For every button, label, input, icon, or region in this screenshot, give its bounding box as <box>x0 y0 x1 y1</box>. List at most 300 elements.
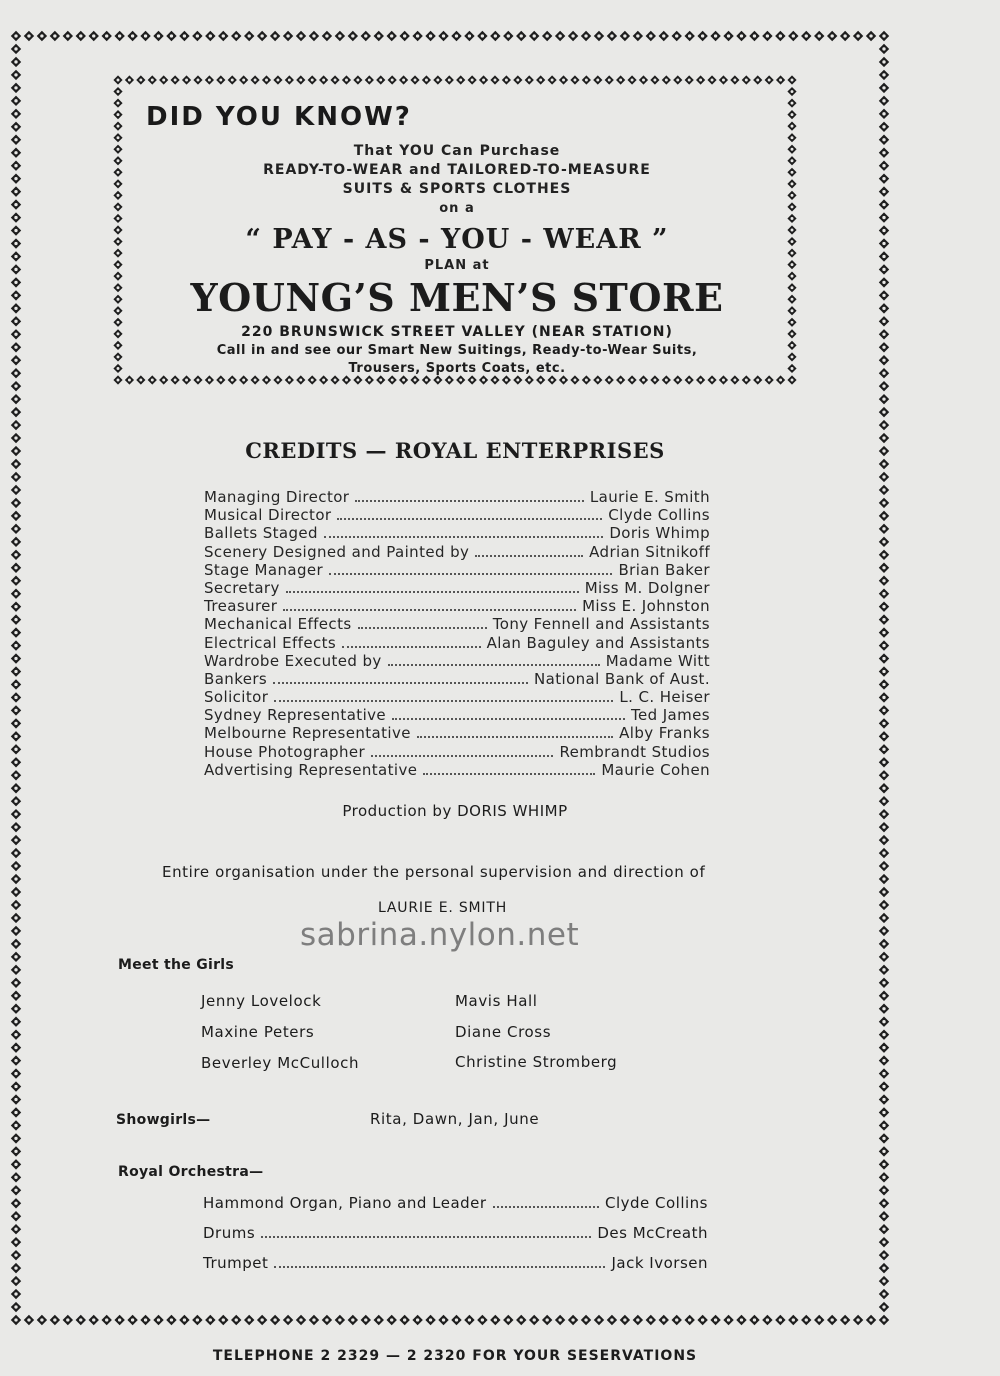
border-diamond-center <box>805 1318 808 1321</box>
credit-name: L. C. Heiser <box>619 688 710 707</box>
border-diamond-center <box>364 34 367 37</box>
border-diamond-center <box>597 34 600 37</box>
border-diamond-center <box>273 34 276 37</box>
credit-role: Treasurer <box>204 597 278 616</box>
border-diamond-center <box>14 942 17 945</box>
border-diamond-center <box>117 79 120 82</box>
border-diamond-center <box>14 579 17 582</box>
border-diamond-center <box>791 79 794 82</box>
border-diamond-center <box>779 1318 782 1321</box>
border-diamond-center <box>649 1318 652 1321</box>
border-diamond-center <box>546 34 549 37</box>
dot-leader <box>273 682 528 684</box>
ad-address: 220 BRUNSWICK STREET VALLEY (NEAR STATION) <box>241 324 673 340</box>
border-diamond-center <box>711 79 714 82</box>
border-diamond-center <box>231 79 234 82</box>
border-diamond-center <box>40 34 43 37</box>
credit-row <box>204 615 710 633</box>
ad-headline: DID YOU KNOW? <box>146 102 412 132</box>
border-diamond-center <box>869 34 872 37</box>
border-diamond-center <box>14 1189 17 1192</box>
girls-label: Meet the Girls <box>118 957 235 973</box>
border-diamond-center <box>14 903 17 906</box>
border-diamond-center <box>14 242 17 245</box>
border-diamond-center <box>882 955 885 958</box>
girl-name: Diane Cross <box>455 1023 552 1041</box>
border-diamond-center <box>882 346 885 349</box>
border-diamond-center <box>196 1318 199 1321</box>
credit-row <box>204 761 710 779</box>
border-diamond-center <box>882 1215 885 1218</box>
credit-row <box>204 724 710 742</box>
border-diamond-center <box>714 34 717 37</box>
border-diamond-center <box>14 709 17 712</box>
border-diamond-center <box>286 34 289 37</box>
border-diamond-center <box>14 307 17 310</box>
border-diamond-center <box>610 1318 613 1321</box>
border-diamond-center <box>459 79 462 82</box>
border-diamond-center <box>471 79 474 82</box>
border-diamond-center <box>14 1124 17 1127</box>
border-diamond-center <box>768 79 771 82</box>
girl-name: Beverley McCulloch <box>201 1054 360 1072</box>
border-diamond-center <box>688 79 691 82</box>
border-diamond-center <box>882 838 885 841</box>
border-diamond-center <box>507 34 510 37</box>
border-diamond-center <box>14 683 17 686</box>
border-diamond-center <box>818 34 821 37</box>
border-diamond-center <box>596 79 599 82</box>
border-diamond-center <box>118 34 121 37</box>
border-diamond-center <box>636 1318 639 1321</box>
border-diamond-center <box>14 1292 17 1295</box>
border-diamond-center <box>131 1318 134 1321</box>
border-diamond-center <box>14 592 17 595</box>
border-diamond-center <box>882 903 885 906</box>
border-diamond-center <box>792 34 795 37</box>
border-diamond-center <box>882 916 885 919</box>
border-diamond-center <box>882 787 885 790</box>
border-diamond-center <box>390 34 393 37</box>
girl-name: Mavis Hall <box>455 992 538 1010</box>
border-diamond-center <box>208 79 211 82</box>
border-diamond-center <box>688 1318 691 1321</box>
border-diamond-center <box>482 79 485 82</box>
border-diamond-center <box>14 216 17 219</box>
credit-name: Miss M. Dolgner <box>584 578 710 597</box>
border-diamond-center <box>882 1137 885 1140</box>
border-diamond-center <box>14 203 17 206</box>
border-diamond-center <box>882 1292 885 1295</box>
border-diamond-center <box>571 1318 574 1321</box>
ad-line-5: PLAN at <box>424 258 490 273</box>
border-diamond-center <box>882 761 885 764</box>
border-diamond-center <box>882 320 885 323</box>
border-diamond-center <box>14 774 17 777</box>
border-diamond-center <box>299 1318 302 1321</box>
border-diamond-center <box>831 34 834 37</box>
credit-name: Des McCreath <box>597 1224 708 1242</box>
border-diamond-center <box>312 1318 315 1321</box>
border-diamond-center <box>882 540 885 543</box>
border-diamond-center <box>14 268 17 271</box>
border-diamond-center <box>882 1020 885 1023</box>
border-diamond-center <box>14 1253 17 1256</box>
border-diamond-center <box>299 79 302 82</box>
border-diamond-center <box>14 864 17 867</box>
border-diamond-center <box>481 1318 484 1321</box>
border-diamond-center <box>882 722 885 725</box>
border-diamond-center <box>882 410 885 413</box>
border-diamond-center <box>14 1305 17 1308</box>
border-diamond-center <box>14 86 17 89</box>
border-diamond-center <box>14 748 17 751</box>
credit-name: Ted James <box>630 706 710 725</box>
border-diamond-center <box>665 79 668 82</box>
border-diamond-center <box>40 1318 43 1321</box>
footer-telephone: TELEPHONE 2 2329 — 2 2320 FOR YOUR SESERVATIONS <box>212 1348 698 1364</box>
border-diamond-center <box>14 644 17 647</box>
border-diamond-center <box>571 34 574 37</box>
border-diamond-center <box>14 761 17 764</box>
border-diamond-center <box>14 553 17 556</box>
credit-role: Advertising Representative <box>204 760 418 779</box>
dot-leader <box>388 664 600 666</box>
border-diamond-center <box>14 1279 17 1282</box>
border-diamond-center <box>183 34 186 37</box>
border-diamond-center <box>222 1318 225 1321</box>
border-diamond-center <box>14 735 17 738</box>
credit-role: Secretary <box>204 578 280 597</box>
border-diamond-center <box>79 1318 82 1321</box>
border-diamond-center <box>558 1318 561 1321</box>
border-diamond-center <box>14 333 17 336</box>
border-diamond-center <box>14 501 17 504</box>
border-diamond-center <box>144 1318 147 1321</box>
border-diamond-center <box>882 1241 885 1244</box>
border-diamond-center <box>856 1318 859 1321</box>
dot-leader <box>286 591 579 593</box>
border-diamond-center <box>831 1318 834 1321</box>
border-diamond-center <box>494 34 497 37</box>
border-diamond-center <box>14 838 17 841</box>
credit-name: Madame Witt <box>605 651 710 670</box>
border-diamond-center <box>288 79 291 82</box>
border-diamond-center <box>345 79 348 82</box>
border-diamond-center <box>714 1318 717 1321</box>
border-diamond-center <box>14 696 17 699</box>
border-diamond-center <box>242 79 245 82</box>
credit-row <box>204 597 710 615</box>
dot-leader <box>392 718 625 720</box>
border-diamond-center <box>516 79 519 82</box>
credit-row <box>204 706 710 724</box>
credit-row <box>204 688 710 706</box>
ad-line-4: on a <box>439 201 475 216</box>
border-diamond-center <box>701 1318 704 1321</box>
border-diamond-center <box>619 79 622 82</box>
orchestra-list <box>203 1194 708 1284</box>
border-diamond-center <box>325 34 328 37</box>
border-diamond-center <box>311 79 314 82</box>
border-diamond-center <box>334 79 337 82</box>
border-diamond-center <box>631 79 634 82</box>
border-diamond-center <box>882 929 885 932</box>
dot-leader <box>371 755 553 757</box>
border-diamond-center <box>882 34 885 37</box>
border-diamond-center <box>882 1111 885 1114</box>
border-diamond-center <box>448 79 451 82</box>
ad-line-3: SUITS & SPORTS CLOTHES <box>342 181 572 197</box>
border-diamond-center <box>455 34 458 37</box>
credit-role: Stage Manager <box>204 560 324 579</box>
girl-name: Jenny Lovelock <box>201 992 322 1010</box>
border-diamond-center <box>14 164 17 167</box>
border-diamond-center <box>882 1253 885 1256</box>
border-diamond-center <box>753 1318 756 1321</box>
credit-role: Hammond Organ, Piano and Leader <box>203 1194 487 1212</box>
border-diamond-center <box>219 79 222 82</box>
border-diamond-center <box>882 1202 885 1205</box>
border-diamond-center <box>882 73 885 76</box>
border-diamond-center <box>14 631 17 634</box>
border-diamond-center <box>27 1318 30 1321</box>
border-diamond-center <box>756 79 759 82</box>
border-diamond-center <box>14 1072 17 1075</box>
border-diamond-center <box>322 79 325 82</box>
border-diamond-center <box>882 1046 885 1049</box>
border-diamond-center <box>325 1318 328 1321</box>
border-diamond-center <box>248 1318 251 1321</box>
border-diamond-center <box>528 79 531 82</box>
border-diamond-center <box>118 1318 121 1321</box>
credit-role: Trumpet <box>203 1254 269 1272</box>
girl-name: Maxine Peters <box>201 1023 315 1041</box>
border-diamond-center <box>377 1318 380 1321</box>
border-diamond-center <box>584 34 587 37</box>
border-diamond-center <box>533 1318 536 1321</box>
border-diamond-center <box>14 320 17 323</box>
credit-role: Ballets Staged <box>204 524 318 543</box>
border-diamond-center <box>14 657 17 660</box>
border-diamond-center <box>882 1279 885 1282</box>
border-diamond-center <box>14 1007 17 1010</box>
border-diamond-center <box>882 981 885 984</box>
credit-row <box>204 670 710 688</box>
border-diamond-center <box>14 527 17 530</box>
border-diamond-center <box>14 1085 17 1088</box>
border-diamond-center <box>562 79 565 82</box>
border-diamond-center <box>882 1007 885 1010</box>
border-diamond-center <box>882 86 885 89</box>
border-diamond-center <box>209 34 212 37</box>
border-diamond-center <box>740 34 743 37</box>
border-diamond-center <box>882 877 885 880</box>
border-diamond-center <box>14 1241 17 1244</box>
border-diamond-center <box>351 1318 354 1321</box>
border-diamond-center <box>573 79 576 82</box>
border-diamond-center <box>882 475 885 478</box>
border-diamond-center <box>265 79 268 82</box>
border-diamond-center <box>882 294 885 297</box>
credit-role: Electrical Effects <box>204 633 337 652</box>
border-diamond-center <box>584 1318 587 1321</box>
director-name: LAURIE E. SMITH <box>378 900 508 916</box>
border-diamond-center <box>14 385 17 388</box>
border-diamond-center <box>390 1318 393 1321</box>
border-diamond-center <box>882 579 885 582</box>
credit-role: Wardrobe Executed by <box>204 651 382 670</box>
border-diamond-center <box>882 397 885 400</box>
border-diamond-center <box>882 618 885 621</box>
dot-leader <box>355 500 584 502</box>
border-diamond-center <box>699 79 702 82</box>
border-diamond-center <box>455 1318 458 1321</box>
border-diamond-center <box>53 34 56 37</box>
showgirls-label: Showgirls— <box>116 1112 211 1128</box>
border-diamond-center <box>14 851 17 854</box>
border-diamond-center <box>14 294 17 297</box>
border-diamond-center <box>14 397 17 400</box>
dot-leader <box>274 1266 605 1268</box>
border-diamond-center <box>14 1137 17 1140</box>
credit-name: Miss E. Johnston <box>582 597 710 616</box>
border-diamond-center <box>248 34 251 37</box>
border-diamond-center <box>14 372 17 375</box>
border-diamond-center <box>351 34 354 37</box>
border-diamond-center <box>14 138 17 141</box>
dot-leader <box>324 536 603 538</box>
border-diamond-center <box>312 34 315 37</box>
border-diamond-center <box>14 618 17 621</box>
border-diamond-center <box>882 1318 885 1321</box>
border-diamond-center <box>79 34 82 37</box>
border-diamond-center <box>662 1318 665 1321</box>
credit-name: Alby Franks <box>619 724 710 743</box>
border-diamond-center <box>338 1318 341 1321</box>
border-diamond-center <box>882 385 885 388</box>
border-diamond-center <box>14 47 17 50</box>
border-diamond-center <box>14 1111 17 1114</box>
border-diamond-center <box>377 34 380 37</box>
dot-leader <box>475 555 583 557</box>
border-diamond-center <box>468 1318 471 1321</box>
border-diamond-center <box>14 112 17 115</box>
credits-title: CREDITS — ROYAL ENTERPRISES <box>245 438 665 463</box>
border-diamond-center <box>14 1098 17 1101</box>
border-diamond-center <box>14 1046 17 1049</box>
dot-leader <box>337 518 602 520</box>
border-diamond-center <box>882 851 885 854</box>
border-diamond-center <box>14 359 17 362</box>
border-diamond-center <box>481 34 484 37</box>
border-diamond-center <box>882 307 885 310</box>
border-diamond-center <box>14 73 17 76</box>
credit-role: Musical Director <box>204 506 332 525</box>
border-diamond-center <box>882 1163 885 1166</box>
border-diamond-center <box>14 825 17 828</box>
credit-row <box>204 488 710 506</box>
border-diamond-center <box>882 644 885 647</box>
border-diamond-center <box>882 99 885 102</box>
border-diamond-center <box>235 34 238 37</box>
border-diamond-center <box>183 1318 186 1321</box>
border-diamond-center <box>196 79 199 82</box>
border-diamond-center <box>882 748 885 751</box>
border-diamond-center <box>882 825 885 828</box>
credit-row <box>204 524 710 542</box>
border-diamond-center <box>14 1033 17 1036</box>
border-diamond-center <box>403 1318 406 1321</box>
border-diamond-center <box>429 34 432 37</box>
credits-list <box>204 488 710 779</box>
credit-name: Maurie Cohen <box>601 760 710 779</box>
border-diamond-center <box>14 787 17 790</box>
border-diamond-center <box>882 190 885 193</box>
border-diamond-center <box>551 79 554 82</box>
border-diamond-center <box>14 423 17 426</box>
border-diamond-center <box>14 929 17 932</box>
credit-name: Laurie E. Smith <box>589 488 710 506</box>
border-diamond-center <box>882 423 885 426</box>
border-diamond-center <box>882 1124 885 1127</box>
border-diamond-center <box>222 34 225 37</box>
border-diamond-center <box>882 890 885 893</box>
credit-role: Managing Director <box>204 488 350 506</box>
border-diamond-center <box>882 683 885 686</box>
credit-name: Clyde Collins <box>608 506 710 525</box>
border-diamond-center <box>882 864 885 867</box>
border-diamond-center <box>792 1318 795 1321</box>
border-diamond-center <box>14 722 17 725</box>
ad-call-line-2: Trousers, Sports Coats, etc. <box>348 361 566 376</box>
border-diamond-center <box>14 1266 17 1269</box>
credit-row <box>203 1254 708 1284</box>
dot-leader <box>329 573 612 575</box>
border-diamond-center <box>882 657 885 660</box>
dot-leader <box>274 700 613 702</box>
border-diamond-center <box>429 1318 432 1321</box>
credit-role: House Photographer <box>204 742 366 761</box>
border-diamond-center <box>14 981 17 984</box>
dot-leader <box>261 1236 591 1238</box>
border-diamond-center <box>442 34 445 37</box>
border-diamond-center <box>882 553 885 556</box>
border-diamond-center <box>416 34 419 37</box>
border-diamond-center <box>882 151 885 154</box>
credit-name: Rembrandt Studios <box>559 742 710 761</box>
border-diamond-center <box>273 1318 276 1321</box>
border-diamond-center <box>882 333 885 336</box>
border-diamond-center <box>414 79 417 82</box>
border-diamond-center <box>14 99 17 102</box>
border-diamond-center <box>818 1318 821 1321</box>
border-diamond-center <box>882 696 885 699</box>
border-diamond-center <box>882 60 885 63</box>
border-diamond-center <box>869 1318 872 1321</box>
border-diamond-center <box>882 164 885 167</box>
credit-name: Brian Baker <box>618 560 710 579</box>
border-diamond-center <box>675 34 678 37</box>
border-diamond-center <box>14 566 17 569</box>
credit-name: Alan Baguley and Assistants <box>486 633 710 652</box>
border-diamond-center <box>688 34 691 37</box>
border-diamond-center <box>368 79 371 82</box>
credit-row <box>204 561 710 579</box>
border-diamond-center <box>14 125 17 128</box>
border-diamond-center <box>882 994 885 997</box>
credit-role: Sydney Representative <box>204 706 387 725</box>
